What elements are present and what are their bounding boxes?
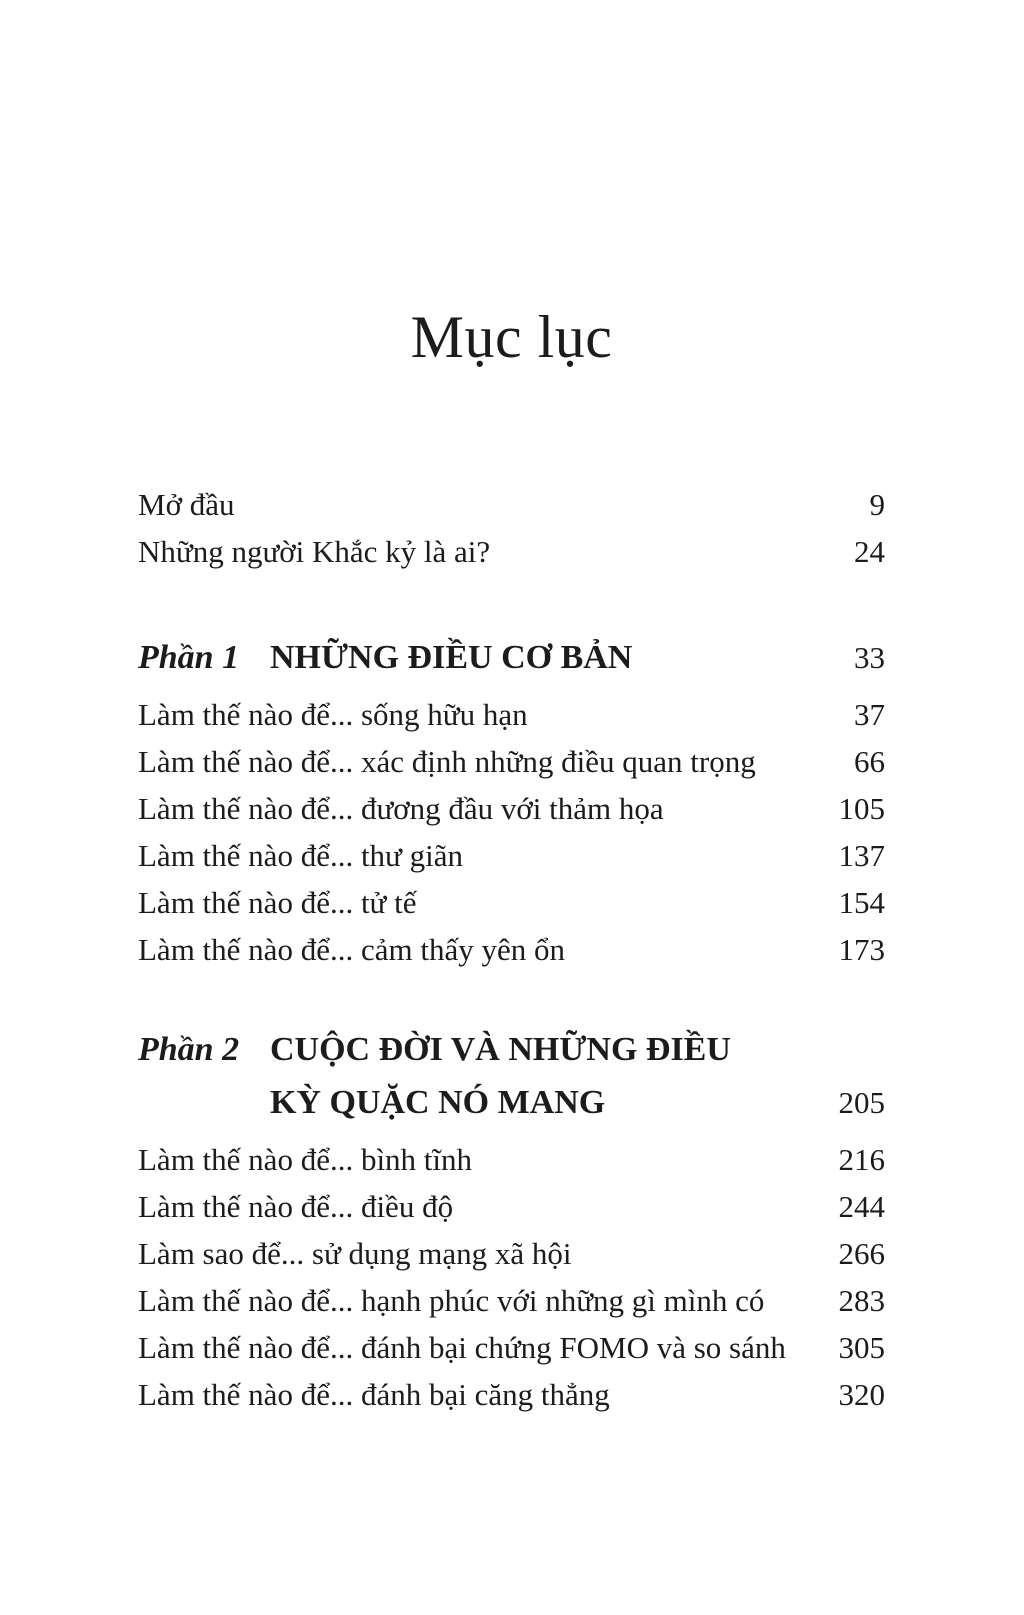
page-title: Mục lục xyxy=(410,304,613,370)
front-matter-list xyxy=(138,481,885,575)
part-1-title-block xyxy=(270,631,885,684)
toc-entry-page: 305 xyxy=(838,1330,885,1365)
toc-entry-page: 105 xyxy=(838,791,885,826)
toc-entry-page: 216 xyxy=(838,1142,885,1177)
toc-entry-page: 9 xyxy=(869,487,885,522)
toc-entry-label: Làm thế nào để... điều độ xyxy=(138,1189,454,1224)
toc-entry-label: Làm thế nào để... thư giãn xyxy=(138,838,463,873)
toc-entry xyxy=(138,879,885,926)
part-2-title-text-2: KỲ QUẶC NÓ MANG xyxy=(270,1084,606,1121)
toc-entry-page: 37 xyxy=(854,697,885,732)
part-1-label: Phần 1 xyxy=(138,639,240,676)
toc-entry-label: Làm thế nào để... sống hữu hạn xyxy=(138,697,528,732)
toc-entry-label: Làm thế nào để... xác định những điều quan trọng xyxy=(138,744,756,779)
toc-entry xyxy=(138,738,885,785)
toc-entry-label: Mở đầu xyxy=(138,487,235,522)
toc-entry xyxy=(138,1324,885,1371)
toc-entry-label: Làm thế nào để... bình tĩnh xyxy=(138,1142,473,1177)
toc-entry xyxy=(138,1136,885,1183)
toc-entry-page: 244 xyxy=(838,1189,885,1224)
toc-entry xyxy=(138,1230,885,1277)
toc-entry xyxy=(138,1183,885,1230)
toc-entry xyxy=(138,1371,885,1418)
toc-entry-page: 24 xyxy=(854,534,885,569)
part-2-page: 205 xyxy=(838,1085,885,1120)
toc-entry-label: Làm thế nào để... tử tế xyxy=(138,885,417,920)
part-1-page: 33 xyxy=(854,640,885,675)
part-2-title-line-1 xyxy=(270,1023,885,1076)
toc-entry-page: 173 xyxy=(838,932,885,967)
toc-entry-label: Làm thế nào để... đánh bại căng thẳng xyxy=(138,1377,610,1412)
toc-entry xyxy=(138,691,885,738)
toc-entry-page: 137 xyxy=(838,838,885,873)
toc-entry-label: Làm thế nào để... đánh bại chứng FOMO và so sánh xyxy=(138,1330,786,1365)
toc-entry-page: 283 xyxy=(838,1283,885,1318)
toc-entry-page: 154 xyxy=(838,885,885,920)
toc-entry-page: 266 xyxy=(838,1236,885,1271)
part-1-title: NHỮNG ĐIỀU CƠ BẢN xyxy=(270,639,633,676)
part-2-title-block xyxy=(270,1023,885,1129)
toc-entry xyxy=(138,481,885,528)
toc-page xyxy=(138,0,885,1418)
part-2-heading xyxy=(138,1023,885,1129)
part-2-entries xyxy=(138,1136,885,1418)
toc-entry-label: Những người Khắc kỷ là ai? xyxy=(138,534,491,569)
toc-entry xyxy=(138,1277,885,1324)
part-1-title-line xyxy=(270,631,885,684)
toc-entry-label: Làm sao để... sử dụng mạng xã hội xyxy=(138,1236,572,1271)
toc-entry xyxy=(138,785,885,832)
part-1-entries xyxy=(138,691,885,973)
toc-entry-label: Làm thế nào để... cảm thấy yên ổn xyxy=(138,932,565,967)
part-2-label: Phần 2 xyxy=(138,1031,240,1068)
toc-entry xyxy=(138,528,885,575)
toc-entry-label: Làm thế nào để... đương đầu với thảm họa xyxy=(138,791,664,826)
toc-entry xyxy=(138,832,885,879)
part-2-title-line-2 xyxy=(270,1076,885,1129)
toc-entry-page: 66 xyxy=(854,744,885,779)
part-2-title-text-1: CUỘC ĐỜI VÀ NHỮNG ĐIỀU xyxy=(270,1031,731,1068)
toc-entry-label: Làm thế nào để... hạnh phúc với những gì mình có xyxy=(138,1283,765,1318)
part-1-heading xyxy=(138,631,885,684)
toc-entry xyxy=(138,926,885,973)
toc-entry-page: 320 xyxy=(838,1377,885,1412)
